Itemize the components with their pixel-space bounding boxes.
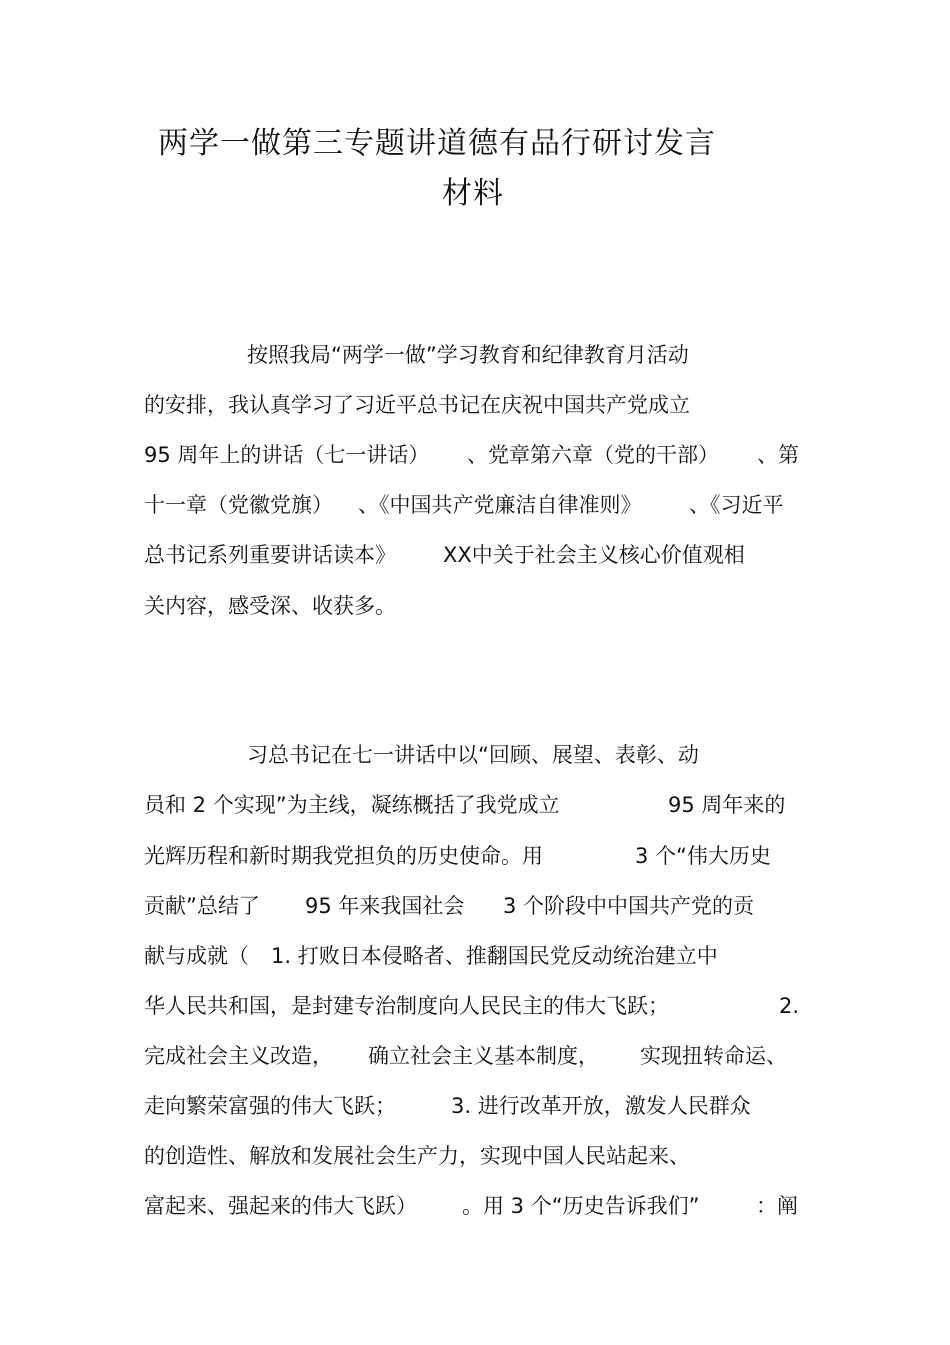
paragraph-line: [0, 1191, 950, 1221]
text-segment: 走向繁荣富强的伟大飞跃；: [144, 1094, 396, 1118]
text-segment: 十一章（党徽党旗）: [144, 493, 333, 517]
text-segment: 实现扭转命运、: [640, 1044, 787, 1068]
text-segment: 确立社会主义基本制度，: [368, 1044, 599, 1068]
paragraph-line: [0, 540, 950, 570]
paragraph-line: [0, 591, 950, 621]
paragraph-line: [0, 790, 950, 820]
text-segment: 富起来、强起来的伟大飞跃）: [144, 1194, 417, 1218]
paragraph-line: [0, 841, 950, 871]
text-segment: 关内容，感受深、收获多。: [144, 594, 396, 618]
text-segment: 3. 进行改革开放，激发人民群众: [451, 1094, 751, 1118]
paragraph-line: [0, 340, 950, 370]
text-segment: 华人民共和国，是封建专治制度向人民民主的伟大飞跃；: [144, 994, 669, 1018]
text-segment: 、第: [757, 443, 799, 467]
paragraph-line: [0, 740, 950, 770]
text-segment: 、《习近平: [689, 493, 784, 517]
paragraph-line: [0, 891, 950, 921]
text-segment: 按照我局“两学一做”学习教育和纪律教育月活动: [247, 343, 689, 367]
document-title-line-2: 材料: [442, 176, 504, 211]
text-segment: ：阐: [756, 1194, 798, 1218]
text-segment: 贡献”总结了: [144, 894, 260, 918]
text-segment: 、《中国共产党廉洁自律准则》: [358, 493, 642, 517]
paragraph-line: [0, 1091, 950, 1121]
text-segment: 2.: [779, 994, 800, 1018]
text-segment: 3 个“伟大历史: [635, 844, 771, 868]
text-segment: 的安排，我认真学习了习近平总书记在庆祝中国共产党成立: [144, 393, 690, 417]
text-segment: 员和 2 个实现”为主线，凝练概括了我党成立: [144, 793, 560, 817]
text-segment: 。用 3 个“历史告诉我们”: [462, 1194, 700, 1218]
text-segment: 95 周年来的: [668, 793, 786, 817]
text-segment: 、党章第六章（党的干部）: [467, 443, 719, 467]
text-segment: 1. 打败日本侵略者、推翻国民党反动统治建立中: [271, 944, 718, 968]
text-segment: XX中关于社会主义核心价值观相: [443, 543, 745, 567]
paragraph-line: [0, 991, 950, 1021]
paragraph-line: [0, 941, 950, 971]
text-segment: 95 周年上的讲话（七一讲话）: [144, 443, 430, 467]
text-segment: 总书记系列重要讲话读本》: [144, 543, 396, 567]
paragraph-line: [0, 440, 950, 470]
paragraph-line: [0, 1141, 950, 1171]
text-segment: 习总书记在七一讲话中以“回顾、展望、表彰、动: [247, 743, 699, 767]
text-segment: 完成社会主义改造，: [144, 1044, 333, 1068]
text-segment: 95 年来我国社会: [305, 894, 465, 918]
text-segment: 献与成就（: [144, 944, 249, 968]
document-title-line-1: 两学一做第三专题讲道德有品行研讨发言: [158, 126, 716, 161]
text-segment: 的创造性、解放和发展社会生产力，实现中国人民站起来、: [144, 1144, 690, 1168]
text-segment: 光辉历程和新时期我党担负的历史使命。用: [144, 844, 543, 868]
paragraph-line: [0, 390, 950, 420]
paragraph-line: [0, 1041, 950, 1071]
text-segment: 3 个阶段中中国共产党的贡: [503, 894, 755, 918]
paragraph-line: [0, 490, 950, 520]
